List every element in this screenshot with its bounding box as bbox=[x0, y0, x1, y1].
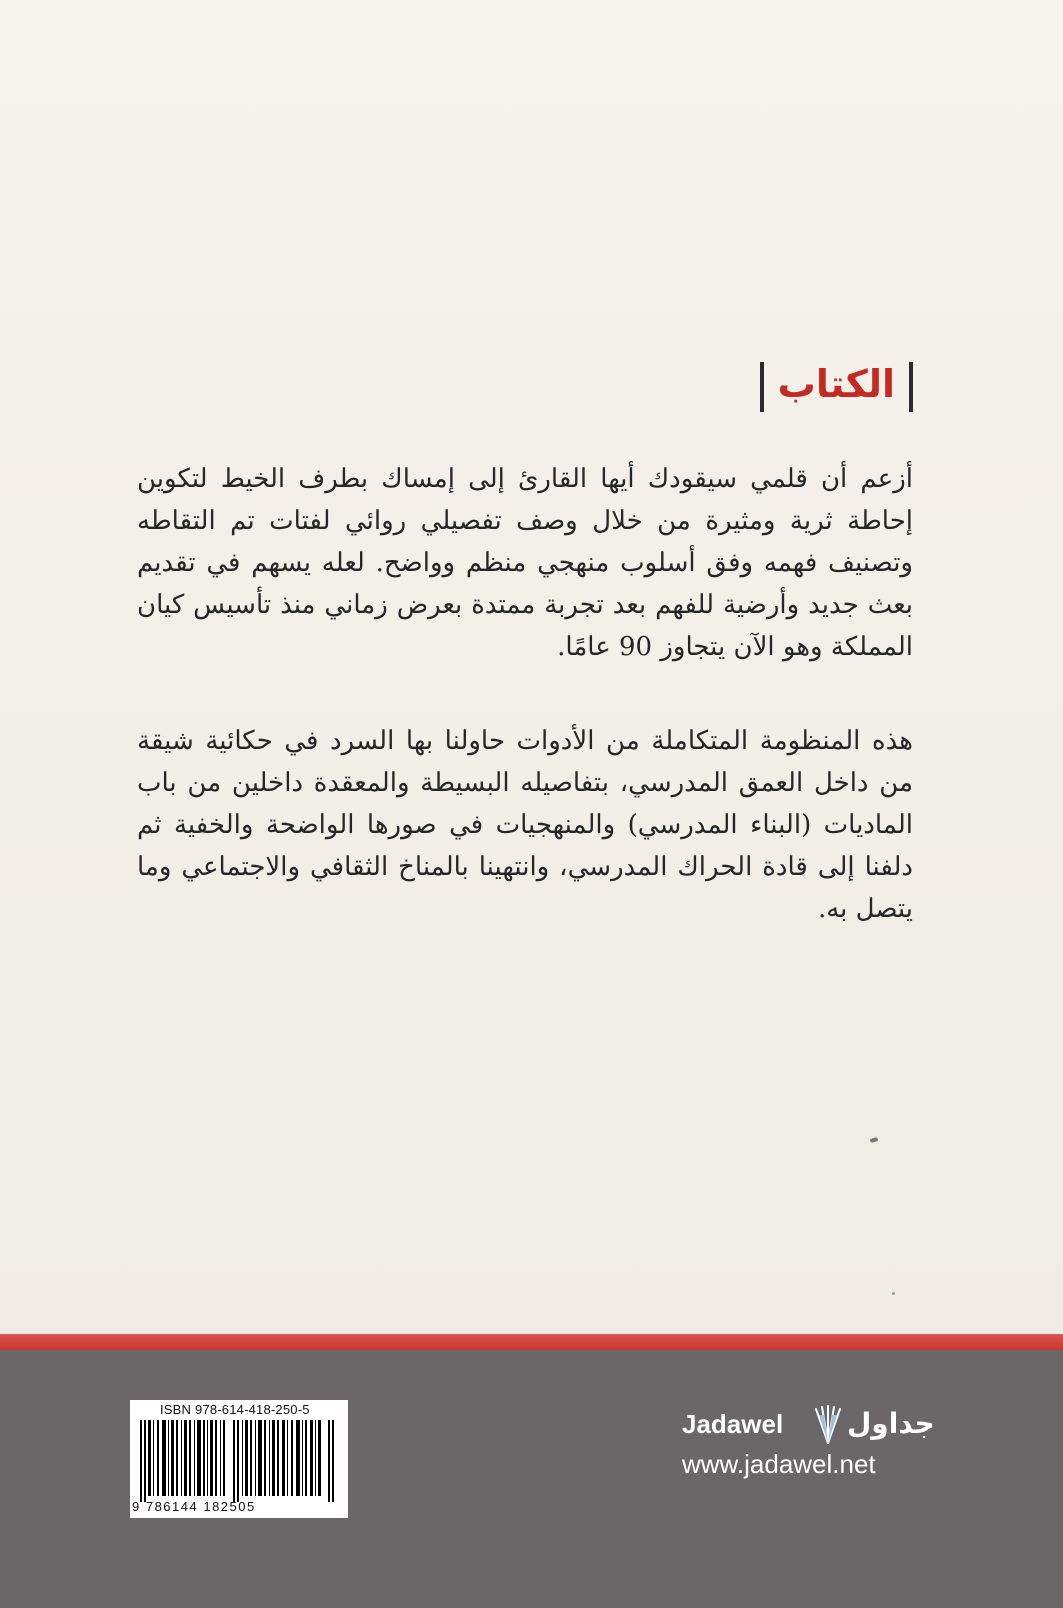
barcode-digits: 9 786144 182505 bbox=[132, 1499, 256, 1514]
isbn-barcode bbox=[130, 1400, 348, 1518]
publisher-logo bbox=[682, 1405, 935, 1485]
blurb-paragraph-2: هذه المنظومة المتكاملة من الأدوات حاولنا بها السرد في حكائية شيقة من داخل العمق المدرسي، بتفاصيله البسيطة والمعقدة داخلين من باب الماديات (البناء المدرسي) والمنهجيات في صورها الواضحة والخفية ثم دلفنا إلى قادة الحراك المدرسي، وانتهينا بالمناخ الثقافي والاجتماعي وما يتصل به. bbox=[137, 726, 913, 924]
heading-title: الكتاب bbox=[777, 362, 895, 406]
blurb-paragraph-1: أزعم أن قلمي سيقودك أيها القارئ إلى إمساك بطرف الخيط لتكوين إحاطة ثرية ومثيرة من خلال وصف تفصيلي روائي لفتات تم التقاطه وتصنيف فهمه وفق أسلوب منهجي منظم وواضح. لعله يسهم في تقديم بعث جديد وأرضية للفهم بعد تجربة ممتدة بعرض زماني منذ تأسيس كيان المملكة وهو الآن يتجاوز 90 عامًا. bbox=[137, 464, 913, 662]
isbn-label: ISBN 978-614-418-250-5 bbox=[160, 1402, 310, 1417]
section-heading bbox=[760, 362, 913, 412]
heading-divider-left bbox=[760, 362, 764, 412]
publisher-name-latin: Jadawel bbox=[682, 1409, 784, 1439]
heading-divider-right bbox=[909, 362, 913, 412]
publisher-name-arabic: جداول bbox=[847, 1407, 935, 1440]
barcode-bars bbox=[134, 1420, 344, 1502]
red-accent-strip bbox=[0, 1334, 1063, 1350]
leaf-fan-icon bbox=[810, 1405, 846, 1445]
publisher-url: www.jadawel.net bbox=[682, 1449, 876, 1479]
paper-speck bbox=[870, 1137, 879, 1143]
paper-speck bbox=[892, 1292, 895, 1295]
